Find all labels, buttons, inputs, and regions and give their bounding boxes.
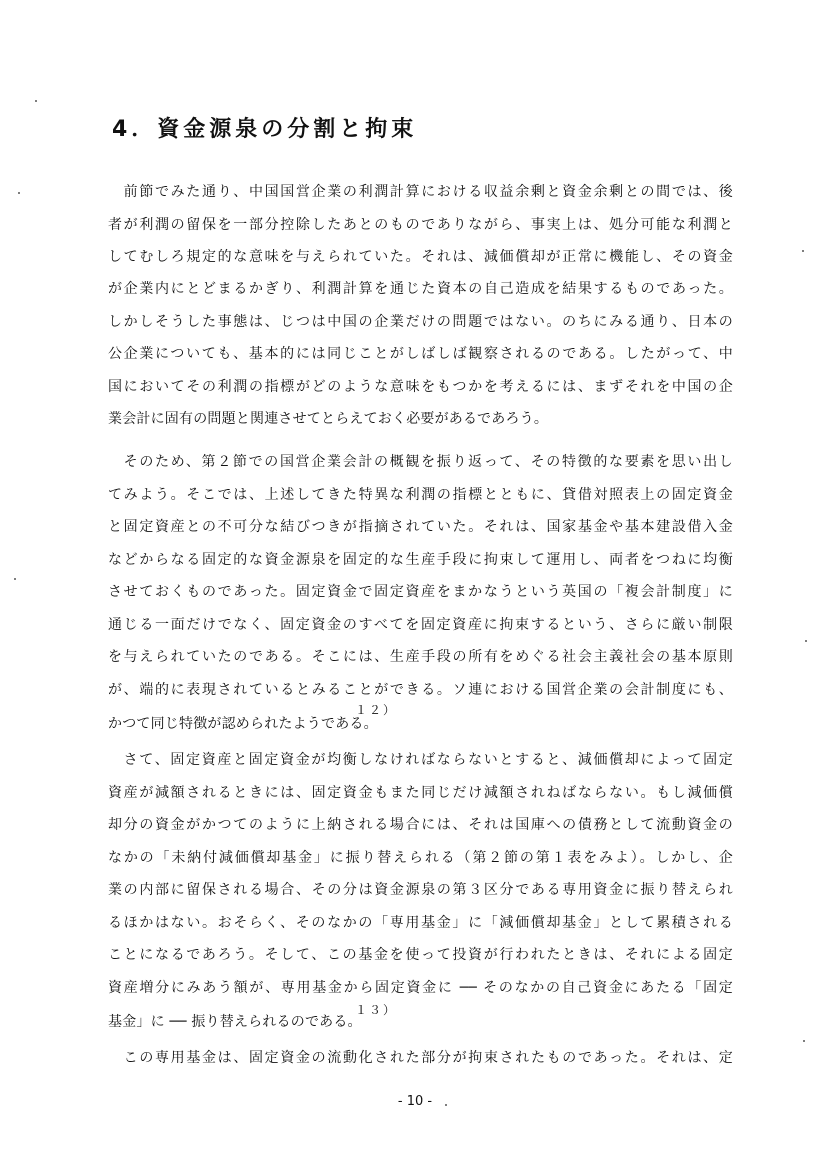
text-line: この専用基金は、固定資金の流動化された部分が拘束されたものであった。それは、定 (108, 1050, 733, 1066)
text-line: 前節でみた通り、中国国営企業の利潤計算における収益余剰と資金余剰との間では、後 (108, 184, 733, 200)
text-line: してむしろ規定的な意味を与えられていた。それは、減価償却が正常に機能し、その資金 (108, 249, 733, 265)
text-line: 基金」に ── 振り替えられるのである。 (108, 1014, 362, 1030)
text-line: るほかはない。おそらく、そのなかの「専用基金」に「減価償却基金」として累積される (108, 915, 733, 931)
text-line: 通じる一面だけでなく、固定資金のすべてを固定資産に拘束するという、さらに厳い制限 (108, 617, 733, 633)
text-line: が企業内にとどまるかぎり、利潤計算を通じた資本の自己造成を結果するものであった。 (108, 281, 733, 297)
text-line: 者が利潤の留保を一部分控除したあとのものでありながら、事実上は、処分可能な利潤と (108, 217, 733, 233)
footnote-marker: １２） (355, 703, 398, 717)
scan-speck (803, 1040, 805, 1042)
text-line: しかしそうした事態は、じつは中国の企業だけの問題ではない。のちにみる通り、日本の (108, 314, 733, 330)
text-line: 公企業についても、基本的には同じことがしばしば観察されるのである。したがって、中 (108, 346, 733, 362)
text-line: 却分の資金がかつてのように上納される場合には、それは国庫への債務として流動資金の (108, 817, 733, 833)
footnote-marker: １３） (355, 1003, 398, 1017)
text-line: てみよう。そこでは、上述してきた特異な利潤の指標とともに、貸借対照表上の固定資金 (108, 487, 733, 503)
text-line: が、端的に表現されているとみることができる。ソ連における国営企業の会計制度にも、 (108, 682, 733, 698)
text-line: かつて同じ特徴が認められたようである。 (108, 716, 378, 732)
scan-speck (18, 192, 20, 194)
text-line: を与えられていたのである。そこには、生産手段の所有をめぐる社会主義社会の基本原則 (108, 649, 733, 665)
text-line: そのため、第２節での国営企業会計の概観を振り返って、その特徴的な要素を思い出し (108, 454, 733, 470)
text-line: 資産増分にみあう額が、専用基金から固定資金に ── そのなかの自己資金にあたる「固定 (108, 980, 733, 996)
page-number: - 10 - (397, 1094, 433, 1109)
text-line: 業会計に固有の問題と関連させてとらえておく必要があるであろう。 (108, 411, 549, 427)
scan-speck (14, 578, 16, 580)
text-line: 資産が減額されるときには、固定資金もまた同じだけ減額されねばならない。もし減価償 (108, 785, 733, 801)
text-line: させておくものであった。固定資金で固定資産をまかなうという英国の「複会計制度」に (108, 584, 733, 600)
text-line: さて、固定資産と固定資金が均衡しなければならないとすると、減価償却によって固定 (108, 752, 733, 768)
text-line: などからなる固定的な資金源泉を固定的な生産手段に拘束して運用し、両者をつねに均衡 (108, 552, 733, 568)
text-line: ことになるであろう。そして、この基金を使って投資が行われたときは、それによる固定 (108, 947, 733, 963)
section-heading: 4．資金源泉の分割と拘束 (112, 117, 418, 142)
text-line: なかの「未納付減価償却基金」に振り替えられる（第２節の第１表をみよ）。しかし、企 (108, 850, 733, 866)
scan-speck (35, 100, 37, 102)
scan-speck (805, 640, 807, 642)
text-line: と固定資産との不可分な結びつきが指摘されていた。それは、国家基金や基本建設借入金 (108, 519, 733, 535)
scan-speck (445, 1104, 447, 1106)
text-line: 業の内部に留保される場合、その分は資金源泉の第３区分である専用資金に振り替えられ (108, 882, 733, 898)
scan-speck (802, 250, 804, 252)
text-line: 国においてその利潤の指標がどのような意味をもつかを考えるには、まずそれを中国の企 (108, 379, 733, 395)
